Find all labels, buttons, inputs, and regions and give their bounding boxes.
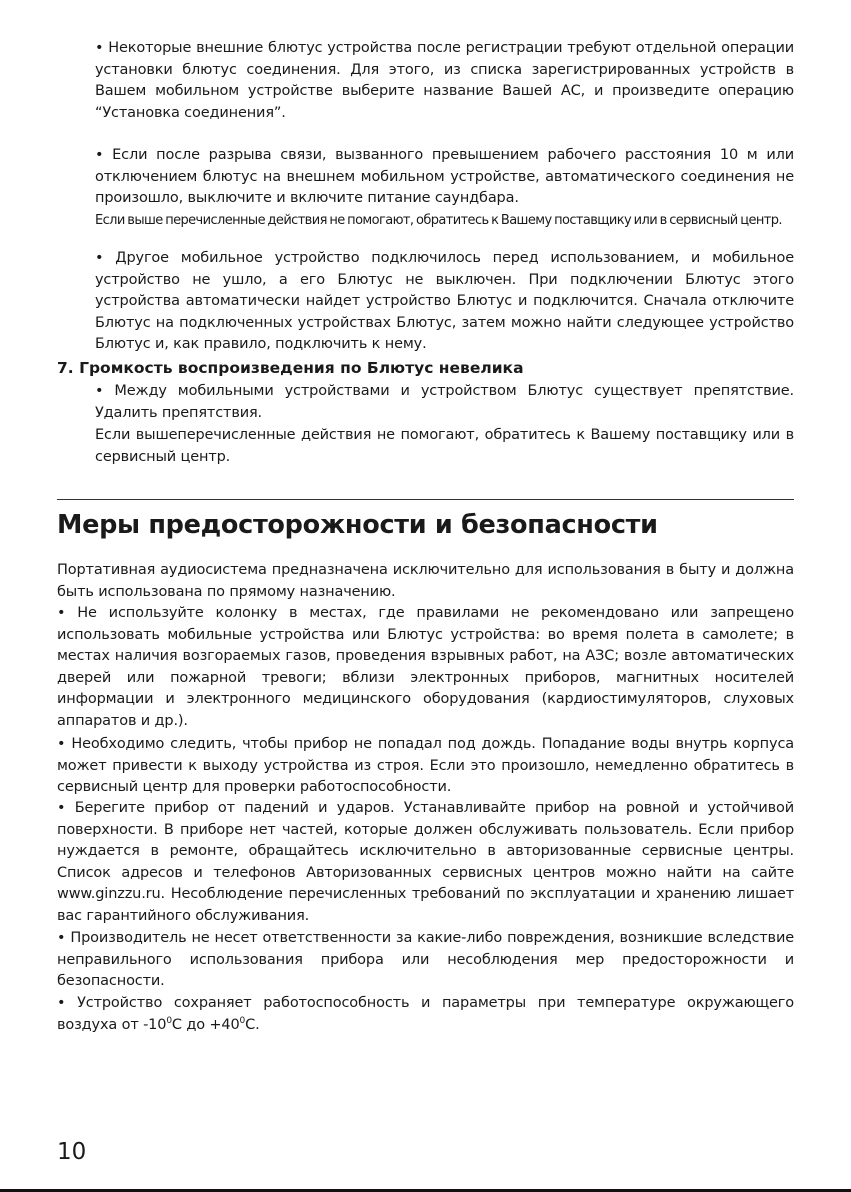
item-7-heading: 7. Громкость воспроизведения по Блютус невелика xyxy=(57,359,524,377)
paragraph-contact-supplier: Если выше перечисленные действия не помогают, обратитесь к Вашему поставщику или в сервисный центр. xyxy=(95,213,782,228)
temperature-text-start: • Устройство сохраняет работоспособность и параметры при температуре окружающего воздуха от -10 xyxy=(57,995,794,1033)
temperature-text-mid: С до +40 xyxy=(171,1016,240,1033)
section-divider xyxy=(57,499,794,500)
degree-superscript-high: 0 xyxy=(239,1015,246,1026)
paragraph-intended-use: Портативная аудиосистема предназначена исключительно для использования в быту и должна быть использована по прямому назначению. xyxy=(57,562,794,600)
paragraph-restricted-places: • Не используйте колонку в местах, где правилами не рекомендовано или запрещено использовать мобильные устройства или Блютус устройства: во время полета в самолете; в местах наличия возгораемых газов, проведения взрывных работ, на АЗС; возле автоматических дверей или пожарной тревоги; вблизи электронных приборов, магнитных носителей информации и электронного медицинского оборудования (кардиостимуляторов, слуховых аппаратов и др.). xyxy=(57,605,794,729)
temperature-text-end: С. xyxy=(245,1016,260,1033)
paragraph-obstacle: • Между мобильными устройствами и устройством Блютус существует препятствие. Удалить препятствия. xyxy=(95,383,794,421)
paragraph-drops-service: • Берегите прибор от падений и ударов. Устанавливайте прибор на ровной и устойчивой поверхности. В приборе нет частей, которые должен обслуживать пользователь. Если прибор нуждается в ремонте, обращайтесь исключительно в авторизованные сервисные центры. Список адресов и телефонов Авторизованных сервисных центров можно найти на сайте www.ginzzu.ru. Несоблюдение перечисленных требований по эксплуатации и хранению лишает вас гарантийного обслуживания. xyxy=(57,800,794,924)
paragraph-liability: • Производитель не несет ответственности за какие-либо повреждения, возникшие вследствие неправильного использования прибора или несоблюдения мер предосторожности и безопасности. xyxy=(57,930,794,989)
safety-heading: Меры предосторожности и безопасности xyxy=(57,510,658,540)
paragraph-rain: • Необходимо следить, чтобы прибор не попадал под дождь. Попадание воды внутрь корпуса может привести к выходу устройства из строя. Если это произошло, немедленно обратитесь в сервисный центр для проверки работоспособности. xyxy=(57,736,794,795)
paragraph-bt-registration: • Некоторые внешние блютус устройства после регистрации требуют отдельной операции установки блютус соединения. Для этого, из списка зарегистрированных устройств в Вашем мобильном устройстве выберите название Вашей АС, и произведите операцию “Установка соединения”. xyxy=(95,40,794,121)
paragraph-other-device: • Другое мобильное устройство подключилось перед использованием, и мобильное устройство не ушло, а его Блютус не выключен. При подключении Блютус этого устройства автоматически найдет устройство Блютус и подключится. Сначала отключите Блютус на подключенных устройствах Блютус, затем можно найти следующее устройство Блютус и, как правило, подключить к нему. xyxy=(95,250,794,352)
page-number: 10 xyxy=(57,1139,87,1165)
degree-superscript-low: 0 xyxy=(166,1015,172,1026)
paragraph-contact-service: Если вышеперечисленные действия не помогают, обратитесь к Вашему поставщику или в сервисный центр. xyxy=(95,427,794,465)
paragraph-bt-reconnect: • Если после разрыва связи, вызванного превышением рабочего расстояния 10 м или отключением блютус на внешнем мобильном устройстве, автоматического соединения не произошло, выключите и включите питание саундбара. xyxy=(95,147,794,206)
paragraph-temperature xyxy=(57,993,794,1036)
